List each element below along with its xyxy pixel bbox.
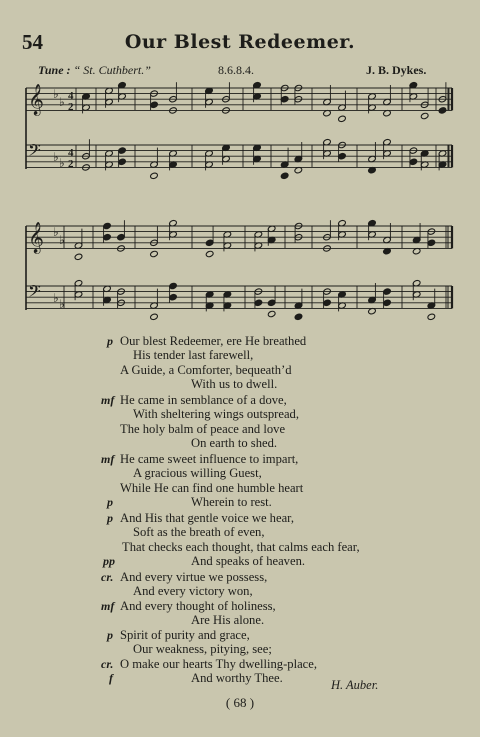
flat-sign: ♭ bbox=[53, 150, 59, 164]
verse-line: And every virtue we possess, bbox=[120, 570, 268, 584]
flat-sign: ♭ bbox=[59, 156, 65, 170]
verse-line: With us to dwell. bbox=[191, 376, 278, 391]
verse-line: And every victory won, bbox=[133, 584, 253, 599]
flat-sign: ♭ bbox=[53, 225, 59, 239]
verse-line: Our blest Redeemer, ere He breathed bbox=[120, 334, 307, 348]
bass-clef: 𝄢 bbox=[28, 140, 41, 164]
dynamic-marking: pp bbox=[103, 553, 115, 568]
time-signature-bottom: 2 bbox=[68, 158, 74, 170]
verse-line: He came sweet influence to impart, bbox=[120, 452, 299, 466]
verse-line: And every thought of holiness, bbox=[120, 598, 276, 613]
note-head bbox=[150, 313, 159, 320]
verse-line: Wherein to rest. bbox=[191, 494, 272, 509]
note-head bbox=[267, 310, 276, 317]
verse-line: On earth to shed. bbox=[191, 435, 278, 450]
verse-line: He came in semblance of a dove, bbox=[120, 393, 287, 407]
flat-sign: ♭ bbox=[59, 297, 65, 311]
time-signature-top: 4 bbox=[68, 90, 74, 102]
dynamic-marking: p bbox=[107, 628, 113, 642]
meter: 8.6.8.4. bbox=[218, 63, 254, 77]
tune-title: “ St. Cuthbert.” bbox=[73, 63, 151, 77]
dynamic-marking: mf bbox=[101, 598, 115, 613]
verse-line: With sheltering wings outspread, bbox=[133, 407, 299, 422]
treble-clef: 𝄞 bbox=[28, 84, 44, 115]
composer: J. B. Dykes. bbox=[366, 63, 427, 77]
flat-sign: ♭ bbox=[53, 87, 59, 101]
flat-sign: ♭ bbox=[53, 291, 59, 305]
dynamic-marking: mf bbox=[101, 393, 115, 407]
note-head bbox=[205, 250, 214, 257]
treble-clef: 𝄞 bbox=[28, 222, 44, 253]
verse-line: Our weakness, pitying, see; bbox=[133, 642, 272, 657]
note-head bbox=[74, 253, 83, 260]
flat-sign: ♭ bbox=[59, 95, 65, 109]
verse-line: And worthy Thee. bbox=[191, 670, 283, 685]
note-head bbox=[438, 107, 447, 114]
hymn-number: 54 bbox=[22, 30, 43, 54]
verse-line: His tender last farewell, bbox=[133, 348, 254, 363]
bass-clef: 𝄢 bbox=[28, 281, 41, 305]
verse-line: Are His alone. bbox=[191, 612, 265, 627]
verse-line: And His that gentle voice we hear, bbox=[120, 511, 295, 525]
note-head bbox=[427, 313, 436, 320]
dynamic-marking: p bbox=[107, 494, 113, 509]
dynamic-marking: p bbox=[107, 334, 113, 348]
verse-line: A gracious willing Guest, bbox=[133, 466, 262, 481]
author: H. Auber. bbox=[331, 678, 379, 692]
dynamic-marking: f bbox=[109, 670, 113, 685]
verse-line: A Guide, a Comforter, bequeath’d bbox=[120, 362, 292, 377]
time-signature-bottom: 2 bbox=[68, 101, 74, 113]
note-head bbox=[150, 172, 159, 179]
tune-label: Tune : bbox=[38, 63, 71, 77]
verse-line: Soft as the breath of even, bbox=[133, 525, 265, 540]
note-head bbox=[294, 313, 303, 320]
page-number: ( 68 ) bbox=[225, 695, 255, 710]
dynamic-marking: cr. bbox=[101, 570, 114, 584]
dynamic-marking: mf bbox=[101, 452, 115, 466]
verse-line: That checks each thought, that calms each fear, bbox=[122, 539, 360, 554]
dynamic-marking: cr. bbox=[101, 656, 114, 671]
verse-line: Spirit of purity and grace, bbox=[120, 628, 250, 642]
note-head bbox=[150, 250, 159, 257]
note-head bbox=[338, 115, 347, 122]
hymn-title: Our Blest Redeemer. bbox=[124, 31, 356, 53]
note-head bbox=[420, 112, 429, 119]
verse-line: And speaks of heaven. bbox=[191, 553, 306, 568]
music-score bbox=[0, 0, 480, 330]
verse-line: While He can find one humble heart bbox=[120, 480, 304, 495]
verse-line: The holy balm of peace and love bbox=[120, 421, 286, 436]
dynamic-marking: p bbox=[107, 511, 113, 525]
note-head bbox=[280, 172, 289, 179]
time-signature-top: 4 bbox=[68, 147, 74, 159]
flat-sign: ♭ bbox=[59, 233, 65, 247]
verse-line: O make our hearts Thy dwelling-place, bbox=[120, 656, 318, 671]
